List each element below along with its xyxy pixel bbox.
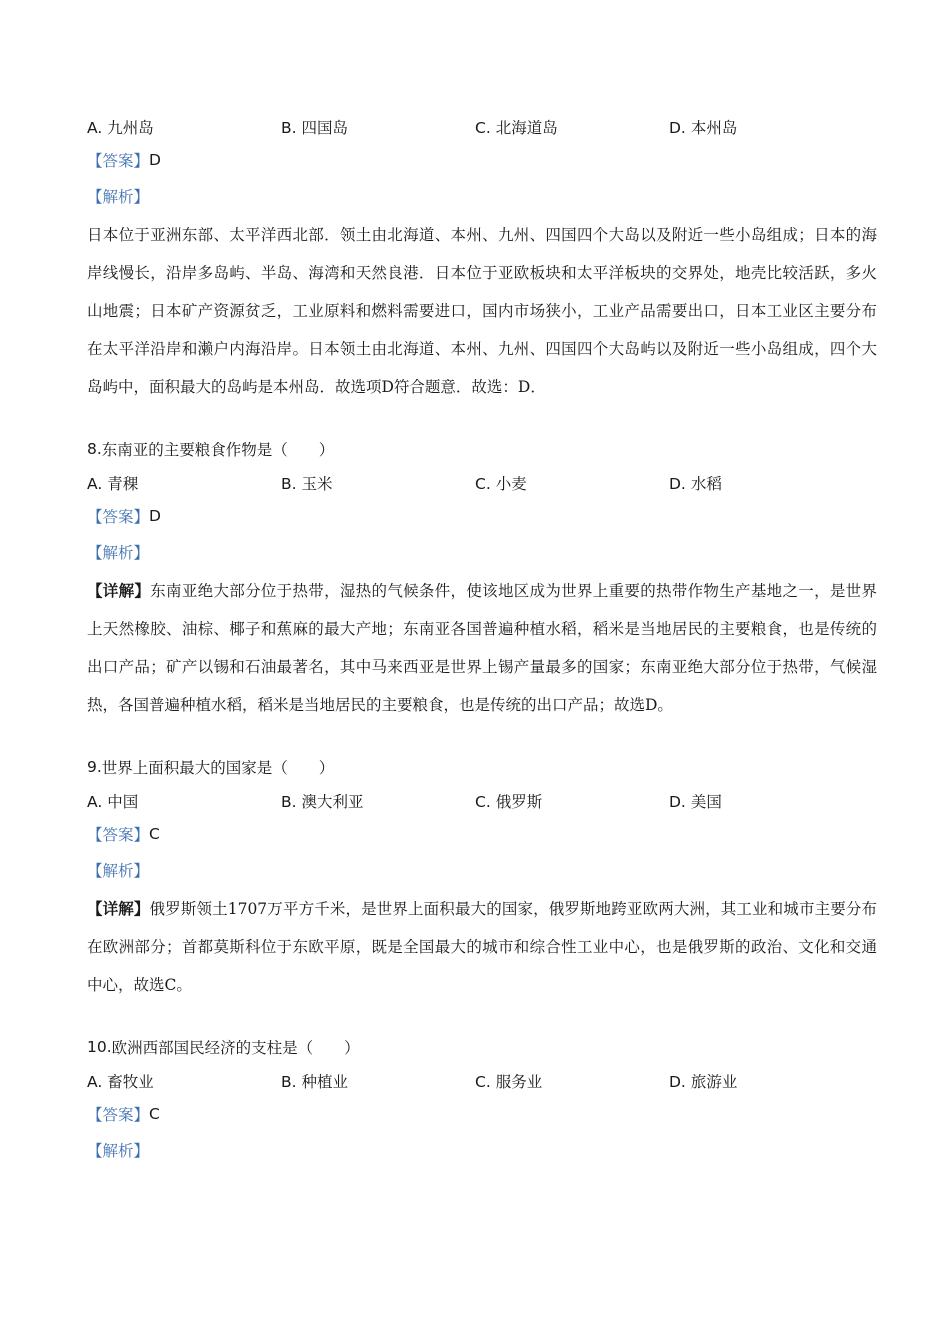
q9-title [87, 748, 877, 786]
q8-detail [87, 572, 877, 724]
q10-answer [87, 1096, 877, 1132]
q8-option-a: A. 青稞 [87, 475, 139, 493]
analysis-tag: 【解析】 [87, 544, 150, 562]
q7-option-c: C. 北海道岛 [475, 119, 558, 137]
analysis-tag: 【解析】 [87, 188, 150, 206]
answer-tag: 【答案】 [87, 508, 150, 526]
q10-option-b: B. 种植业 [281, 1073, 349, 1091]
q10-option-a: A. 畜牧业 [87, 1073, 154, 1091]
q9-option-b: B. 澳大利亚 [281, 793, 364, 811]
detail-tag: 【详解】 [87, 581, 151, 600]
question-stem: 世界上面积最大的国家是（ ） [101, 759, 335, 777]
detail-tag: 【详解】 [87, 899, 150, 918]
q10-option-d: D. 旅游业 [669, 1073, 738, 1091]
question-number: 10. [87, 1038, 112, 1056]
q9-option-a: A. 中国 [87, 793, 139, 811]
q9-option-c: C. 俄罗斯 [475, 793, 543, 811]
q8-option-b: B. 玉米 [281, 475, 333, 493]
q7-analysis-text: 日本位于亚洲东部、太平洋西北部．领土由北海道、本州、九州、四国四个大岛以及附近一些小岛组成；日本的海岸线慢长，沿岸多岛屿、半岛、海湾和天然良港．日本位于亚欧板块和太平洋板块的交界处，地壳比较活跃，多火山地震；日本矿产资源贫乏，工业原料和燃料需要进口，国内市场狭小，工业产品需要出口，日本工业区主要分布在太平洋沿岸和濑户内海沿岸。日本领土由北海道、本州、九州、四国四个大岛屿以及附近一些小岛组成，四个大岛屿中，面积最大的岛屿是本州岛．故选项D符合题意．故选：D． [87, 226, 877, 396]
q10-option-c: C. 服务业 [475, 1073, 543, 1091]
question-number: 8. [87, 440, 102, 458]
q9-option-d: D. 美国 [669, 793, 722, 811]
q8-options [87, 468, 877, 498]
q7-analysis-header [87, 178, 877, 214]
q8-analysis-header [87, 534, 877, 570]
q8-title [87, 430, 877, 468]
q10-options [87, 1066, 877, 1096]
analysis-tag: 【解析】 [87, 1142, 150, 1160]
question-number: 9. [87, 758, 102, 776]
q9-detail [87, 890, 877, 1004]
q7-answer [87, 142, 877, 178]
q7-option-a: A. 九州岛 [87, 119, 154, 137]
answer-value: C [149, 1105, 160, 1123]
answer-value: C [149, 825, 160, 843]
q10-analysis-header [87, 1132, 877, 1168]
q8-option-d: D. 水稻 [669, 475, 722, 493]
analysis-tag: 【解析】 [87, 862, 150, 880]
answer-tag: 【答案】 [87, 152, 150, 170]
question-stem: 欧洲西部国民经济的支柱是（ ） [111, 1039, 360, 1057]
detail-text: 东南亚绝大部分位于热带，湿热的气候条件，使该地区成为世界上重要的热带作物生产基地之一，是世界上天然橡胶、油棕、椰子和蕉麻的最大产地；东南亚各国普遍种植水稻，稻米是当地居民的主要粮食，也是传统的出口产品；矿产以锡和石油最著名，其中马来西亚是世界上锡产量最多的国家；东南亚绝大部分位于热带，气候湿热，各国普遍种植水稻，稻米是当地居民的主要粮食，也是传统的出口产品；故选D。 [87, 582, 877, 714]
detail-text: 俄罗斯领土1707万平方千米，是世界上面积最大的国家，俄罗斯地跨亚欧两大洲，其工业和城市主要分布在欧洲部分；首都莫斯科位于东欧平原，既是全国最大的城市和综合性工业中心，也是俄罗斯的政治、文化和交通中心，故选C。 [87, 900, 877, 994]
answer-tag: 【答案】 [87, 1106, 150, 1124]
q8-option-c: C. 小麦 [475, 475, 527, 493]
q9-answer [87, 816, 877, 852]
document-page [87, 112, 877, 1168]
answer-value: D [149, 507, 161, 525]
q7-options [87, 112, 877, 142]
q9-analysis-header [87, 852, 877, 888]
q10-title [87, 1028, 877, 1066]
answer-tag: 【答案】 [87, 826, 150, 844]
q7-option-d: D. 本州岛 [669, 119, 738, 137]
answer-value: D [149, 151, 161, 169]
question-stem: 东南亚的主要粮食作物是（ ） [101, 441, 335, 459]
q7-option-b: B. 四国岛 [281, 119, 349, 137]
q8-answer [87, 498, 877, 534]
q9-options [87, 786, 877, 816]
